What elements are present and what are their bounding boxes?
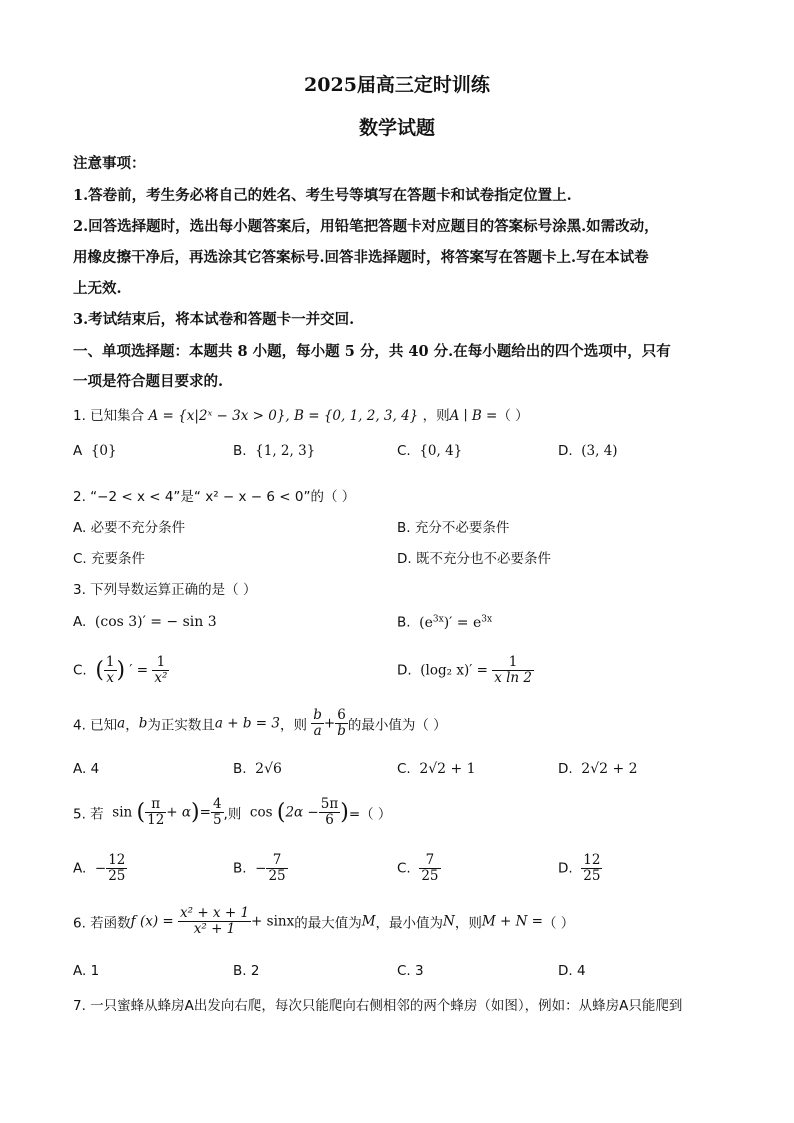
q1-option-b <box>233 443 315 459</box>
exam-subtitle: 数学试题 <box>358 117 435 139</box>
q4-option-c-value: 2√2 + 1 <box>419 761 476 777</box>
q5-p2-num: 5π <box>320 796 339 812</box>
q3-d-num: 1 <box>492 655 534 671</box>
q5-option-d <box>558 853 602 884</box>
q1-option-c-value: {0, 4} <box>419 443 463 459</box>
notice-item-2-line-2: 用橡皮擦干净后，再选涂其它答案标号.回答非选择题时，将答案写在答题卡上.写在本试卷 <box>73 249 649 266</box>
q5-tail: =（ ） <box>348 806 392 823</box>
q4-option-b-label: B. <box>233 761 247 777</box>
q3-b-exp: 3x <box>432 614 444 624</box>
q3-c-rnum: 1 <box>152 655 169 671</box>
q4-option-c-label: C. <box>397 761 411 777</box>
q5-option-a-label: A. <box>73 860 87 877</box>
q5-then: ,则 <box>223 806 242 823</box>
notice-item-2-line-1: 2.回答选择题时，选出每小题答案后，用铅笔把答题卡对应题目的答案标号涂黑.如需改动， <box>73 218 659 235</box>
q4-mid: 为正实数且 <box>147 717 215 734</box>
q1-prefix: 1. 已知集合 <box>73 408 145 424</box>
question-3-stem: 3. 下列导数运算正确的是（ ） <box>73 582 257 598</box>
q4-f1-num: b <box>313 707 322 723</box>
q4-option-b-value: 2√6 <box>255 761 282 777</box>
q5-pi-den: 12 <box>147 811 165 828</box>
q6-option-a: A. 1 <box>73 963 100 979</box>
q1-option-b-label: B. <box>233 443 247 459</box>
q5-option-a-den: 25 <box>108 867 126 884</box>
q6-mid: 的最大值为 <box>294 915 362 932</box>
q3-b-exp2: 3x <box>481 614 493 624</box>
q5-option-b-label: B. <box>233 860 247 877</box>
q6-option-b: B. 2 <box>233 963 260 979</box>
q2-option-b: B. 充分不必要条件 <box>397 520 510 536</box>
notice-heading: 注意事项： <box>73 155 146 172</box>
q4-option-d-value: 2√2 + 2 <box>581 761 638 777</box>
q4-tail: 的最小值为（ ） <box>347 717 447 734</box>
q3-option-a <box>73 614 217 630</box>
q3-c-num: 1 <box>105 654 115 670</box>
q4-f2-num: 6 <box>335 708 348 724</box>
exam-title: 2025届高三定时训练 <box>304 74 490 96</box>
q6-option-c: C. 3 <box>397 963 424 979</box>
q5-option-c-num: 7 <box>419 853 440 869</box>
q3-b-base: (e <box>419 614 433 631</box>
q1-option-a <box>73 443 117 459</box>
q3-c-rden: x² <box>154 669 168 686</box>
q4-var-b: b <box>138 715 148 732</box>
question-2-stem: 2. “−2 < x < 4”是“ x² − x − 6 < 0”的（ ） <box>73 489 356 505</box>
q5-option-d-num: 12 <box>583 852 601 868</box>
q5-option-c-label: C. <box>397 860 411 877</box>
q6-mid2: ，最小值为 <box>375 915 444 932</box>
q2-option-a: A. 必要不充分条件 <box>73 520 186 536</box>
q3-c-den: x <box>106 669 115 686</box>
question-7-stem: 7. 一只蜜蜂从蜂房A出发向右爬，每次只能爬向右侧相邻的两个蜂房（如图），例如：从蜂房A只能爬到 <box>73 998 683 1014</box>
q4-option-c <box>397 761 476 777</box>
q4-then: ，则 <box>279 717 307 734</box>
q4-option-b <box>233 761 282 777</box>
q1-option-c-label: C. <box>397 443 411 459</box>
q5-option-d-label: D. <box>558 860 573 877</box>
q1-option-d-label: D. <box>558 443 573 459</box>
q3-option-b <box>397 614 492 631</box>
q4-comma: ， <box>125 717 139 734</box>
q5-sin: sin <box>112 804 133 821</box>
q1-expr: A ∣ B = <box>449 408 498 424</box>
q4-condition: a + b = 3 <box>214 715 280 732</box>
q3-d-left: (log₂ x)′ = <box>420 662 488 679</box>
q1-option-d-value: (3, 4) <box>581 443 618 459</box>
q3-option-c: C. ( $\frac{1}{x}$ ) ′ = $\frac{1}{\text{x²}}$ <box>73 654 168 686</box>
q1-ask: ，则 <box>422 408 450 424</box>
q5-option-b <box>233 853 288 884</box>
q2-option-c: C. 充要条件 <box>73 551 146 567</box>
q5-frac-num: 4 <box>212 796 222 812</box>
q3-d-den: x ln 2 <box>494 669 532 686</box>
q1-option-d <box>558 443 618 459</box>
q5-option-b-sign: − <box>255 860 267 877</box>
question-4-stem <box>73 708 447 739</box>
q4-option-a: A. 4 <box>73 761 100 777</box>
q6-den: x² + 1 <box>193 920 236 937</box>
q6-expr: M + N = <box>481 913 543 930</box>
question-1-stem <box>73 404 529 424</box>
q1-option-c <box>397 443 462 459</box>
notice-item-2-line-3: 上无效. <box>73 280 122 297</box>
q6-fx: f (x) = <box>130 913 174 930</box>
q5-alpha: + α <box>166 804 192 821</box>
q6-rest: + sinx <box>251 913 295 930</box>
notice-item-1: 1.答卷前，考生务必将自己的姓名、考生号等填写在答题卡和试卷指定位置上. <box>73 187 572 204</box>
q4-plus: + <box>323 715 336 732</box>
q5-option-a-num: 12 <box>108 852 126 868</box>
notice-item-3: 3.考试结束后，将本试卷和答题卡一并交回. <box>73 311 355 328</box>
q1-option-a-label: A <box>73 443 83 459</box>
q3-option-a-value: (cos 3)′ = − sin 3 <box>94 614 217 630</box>
q3-option-d-label: D. <box>397 662 412 679</box>
q1-set-b: , B = {0, 1, 2, 3, 4} <box>285 408 419 424</box>
q5-prefix: 5. 若 <box>73 806 104 823</box>
q5-option-d-den: 25 <box>583 867 601 884</box>
q2-option-d: D. 既不充分也不必要条件 <box>397 551 551 567</box>
q1-paren: （ ） <box>497 408 529 424</box>
q6-mid3: ，则 <box>454 915 482 932</box>
q4-prefix: 4. 已知 <box>73 717 118 734</box>
q6-M: M <box>361 913 376 930</box>
q4-var-a: a <box>117 715 126 732</box>
q5-frac-den: 5 <box>212 811 222 828</box>
q5-pi-num: π <box>145 797 166 813</box>
q6-paren: （ ） <box>543 915 575 932</box>
q5-option-c-den: 25 <box>421 867 439 884</box>
q6-option-d: D. 4 <box>558 963 586 979</box>
q4-f1-den: a <box>313 722 322 739</box>
q3-option-a-label: A. <box>73 614 87 630</box>
q1-option-a-value: {0} <box>90 443 117 459</box>
q3-option-d <box>397 655 534 686</box>
question-5-stem: 5. 若 sin ( $\frac{\pi}{12}$ + α)= $\frac{4}{5}$ ,则 cos (2α − $\frac{5\pi}{6}$ )=（ ） <box>73 796 392 828</box>
q4-option-d-label: D. <box>558 761 573 777</box>
q4-option-d <box>558 761 638 777</box>
section-heading-line-2: 一项是符合题目要求的. <box>73 373 224 390</box>
q5-eq: = <box>199 804 211 821</box>
section-heading-line-1: 一、单项选择题：本题共 8 小题，每小题 5 分，共 40 分.在每小题给出的四个选项中，只有 <box>73 343 671 360</box>
q4-f2-den: b <box>337 722 346 739</box>
q6-prefix: 6. 若函数 <box>73 915 131 932</box>
q5-p2-den: 6 <box>325 811 334 828</box>
q5-option-a <box>73 853 127 884</box>
q1-set-a: A = {x|2ˣ − 3x > 0} <box>148 408 286 424</box>
q5-inner: 2α − <box>285 804 319 821</box>
q5-option-b-num: 7 <box>266 853 287 869</box>
q3-c-mid: ′ = <box>129 662 149 679</box>
q5-option-a-sign: − <box>94 860 107 877</box>
q5-option-c <box>397 853 441 884</box>
q5-option-b-den: 25 <box>268 867 286 884</box>
q6-num: x² + x + 1 <box>180 905 250 921</box>
q6-N: N <box>443 913 455 930</box>
q3-b-rest: )′ = e <box>443 614 482 631</box>
q3-option-b-label: B. <box>397 614 411 631</box>
q1-option-b-value: {1, 2, 3} <box>255 443 316 459</box>
q5-cos: cos <box>249 804 273 821</box>
q3-option-c-label: C. <box>73 662 87 679</box>
question-6-stem <box>73 906 574 937</box>
